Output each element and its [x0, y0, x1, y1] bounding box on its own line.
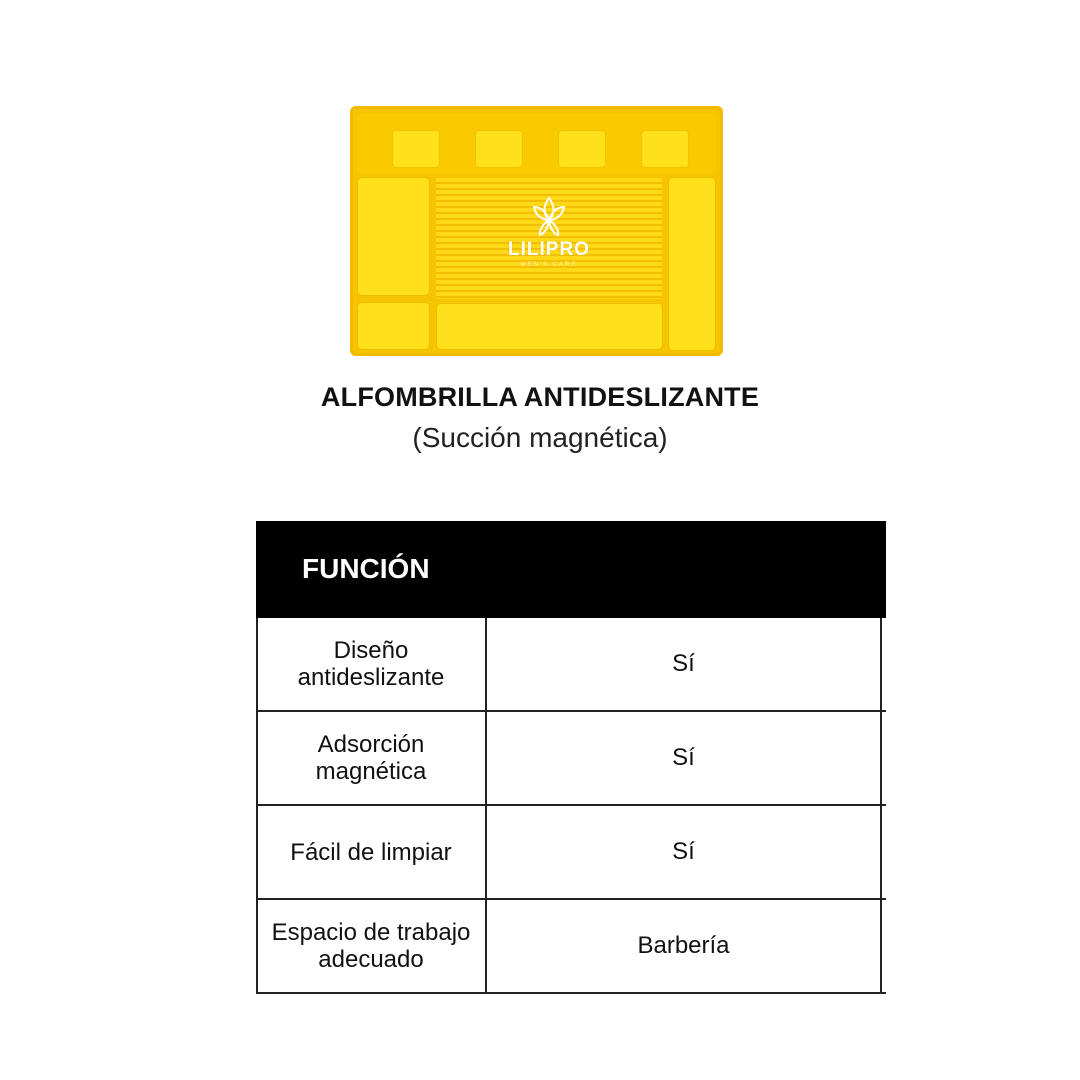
product-title: ALFOMBRILLA ANTIDESLIZANTE	[320, 382, 760, 412]
table-header-label: FUNCIÓN	[302, 553, 430, 584]
feature-cell: Diseño antideslizante	[297, 637, 445, 691]
table-row	[256, 618, 886, 712]
value-cell: Sí	[672, 838, 695, 865]
mat-panel-left	[358, 178, 429, 295]
table-row	[256, 806, 886, 900]
mat-slot	[393, 131, 439, 167]
table-row	[256, 900, 886, 994]
mat-panel-right	[669, 178, 715, 350]
mat-panel-bottom-center	[437, 304, 662, 349]
brand-logo	[436, 194, 662, 268]
lotus-icon	[531, 194, 567, 238]
table-header	[256, 521, 886, 618]
mat-slot	[642, 131, 688, 167]
mat-slot	[559, 131, 605, 167]
spec-table	[256, 521, 886, 994]
table-row	[256, 712, 886, 806]
feature-cell: Fácil de limpiar	[290, 838, 452, 866]
value-cell: Barbería	[637, 932, 730, 959]
product-subtitle: (Succión magnética)	[412, 422, 668, 453]
value-cell: Sí	[672, 650, 695, 677]
brand-name: LILIPRO	[508, 239, 590, 260]
mat-top-band	[357, 113, 716, 173]
mat-panel-bottom-left	[358, 303, 429, 349]
feature-cell: Adsorción magnética	[315, 731, 427, 785]
brand-tagline: MEN'S CARE	[520, 262, 578, 268]
value-cell: Sí	[672, 744, 695, 771]
mat-slot	[476, 131, 522, 167]
feature-cell: Espacio de trabajo adecuado	[271, 919, 471, 973]
product-image-mat	[350, 106, 723, 356]
